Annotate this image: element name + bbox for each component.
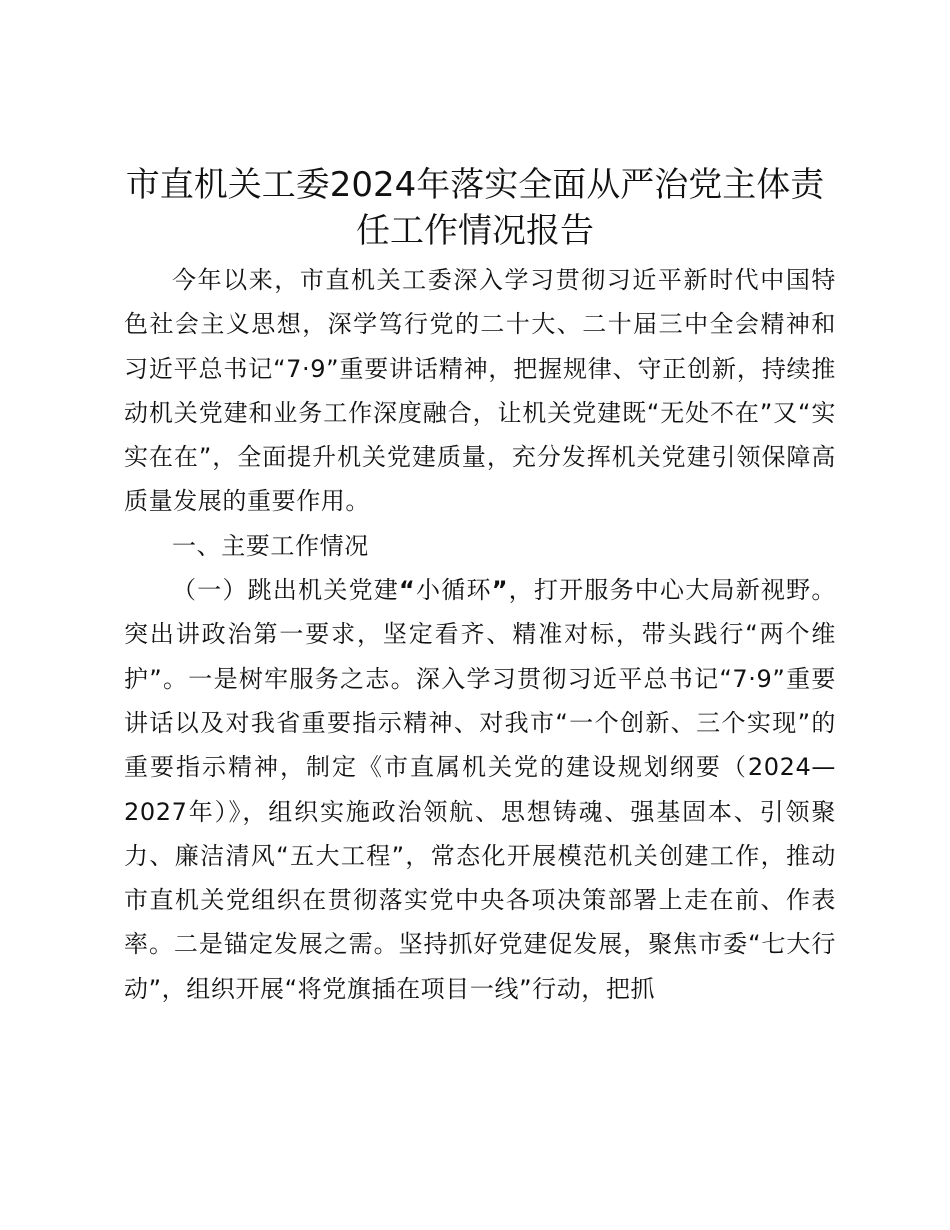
- subsection-open-quote: “: [399, 576, 416, 605]
- subsection-lead-before: （一）跳出机关党建: [172, 576, 400, 605]
- subsection-body-text: 突出讲政治第一要求，坚定看齐、精准对标，带头践行“两个维护”。一是树牢服务之志。深入学习贯彻习近平总书记“7·9”重要讲话以及对我省重要指示精神、对我市“一个创新、三个实现”的重要指示精神，制定《市直属机关党的建设规划纲要（2024—2027年）》，组织实施政治领航、思想铸魂、强基固本、引领聚力、廉洁清风“五大工程”，常态化开展模范机关创建工作，推动市直机关党组织在贯彻落实党中央各项决策部署上走在前、作表率。二是锚定发展之需。坚持抓好党建促发展，聚焦市委“七大行动”，组织开展“将党旗插在项目一线”行动，把抓: [124, 620, 836, 1003]
- subsection-paragraph-1: [124, 568, 836, 1011]
- subsection-close-quote: ”: [491, 576, 509, 605]
- document-title: 市直机关工委2024年落实全面从严治党主体责任工作情况报告: [125, 165, 825, 251]
- document-body: [124, 258, 836, 1011]
- subsection-quoted-term: 小循环: [415, 576, 492, 605]
- subsection-lead-after: ，打开服务中心大局新视野。: [508, 576, 836, 605]
- section-heading-main-work: 一、主要工作情况: [172, 531, 369, 560]
- intro-paragraph: 今年以来，市直机关工委深入学习贯彻习近平新时代中国特色社会主义思想，深学笃行党的二十大、二十届三中全会精神和习近平总书记“7·9”重要讲话精神，把握规律、守正创新，持续推动机关党建和业务工作深度融合，让机关党建既“无处不在”又“实实在在”，全面提升机关党建质量，充分发挥机关党建引领保障高质量发展的重要作用。: [124, 266, 836, 516]
